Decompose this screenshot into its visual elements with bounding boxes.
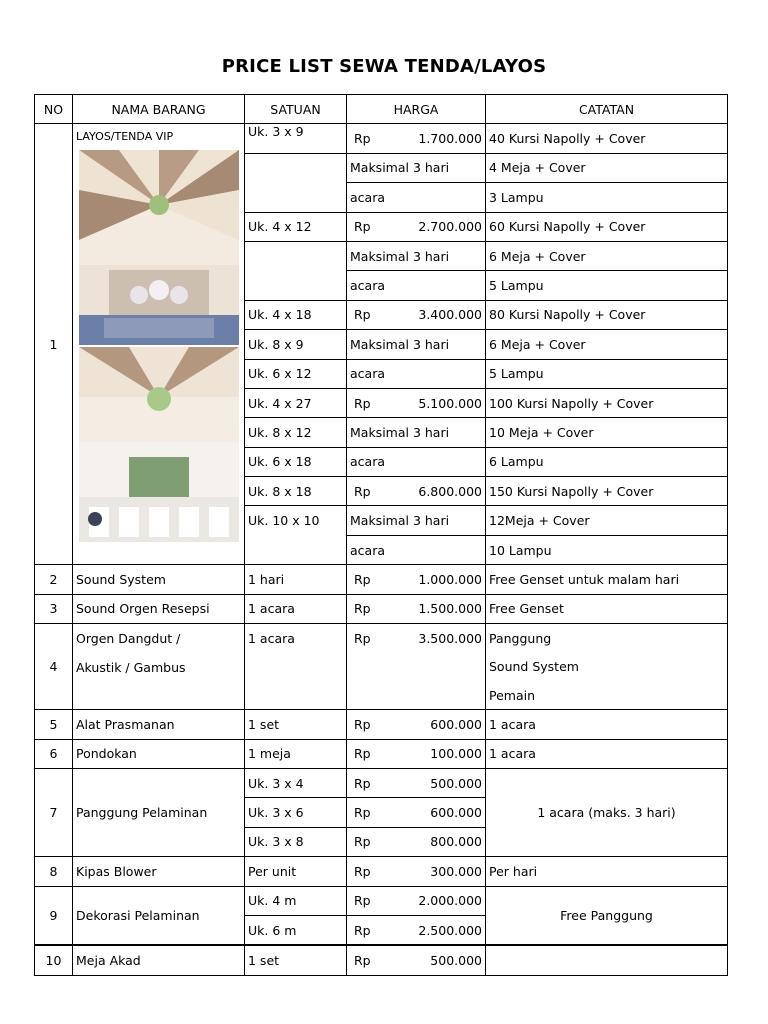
header-no: NO (35, 95, 73, 124)
row-catatan: 1 acara (486, 710, 728, 739)
row-catatan (486, 945, 728, 975)
row-satuan: Uk. 3 x 4 (245, 768, 347, 797)
row-harga (347, 124, 486, 153)
row-satuan (245, 271, 347, 300)
price-amount: 300.000 (430, 863, 482, 879)
table-row (35, 565, 728, 594)
currency-label: Rp (354, 775, 371, 791)
row-satuan: 1 set (245, 710, 347, 739)
price-amount: 600.000 (430, 716, 482, 732)
row-catatan: 40 Kursi Napolly + Cover (486, 124, 728, 153)
price-table (34, 94, 728, 976)
row-satuan: Uk. 6 m (245, 915, 347, 945)
currency-label: Rp (354, 805, 371, 821)
header-catatan: CATATAN (486, 95, 728, 124)
row-satuan: 1 meja (245, 739, 347, 768)
price-amount: 1.700.000 (418, 131, 482, 147)
row-harga (347, 739, 486, 768)
price-amount: 3.500.000 (418, 631, 482, 647)
row-harga (347, 565, 486, 594)
row-satuan: Uk. 8 x 18 (245, 477, 347, 506)
row-satuan (245, 153, 347, 182)
row-harga (347, 710, 486, 739)
row-harga-note: acara (347, 535, 486, 564)
row-catatan: 3 Lampu (486, 183, 728, 212)
row-harga (347, 594, 486, 623)
row-no: 1 (35, 124, 73, 565)
row-satuan: Uk. 6 x 18 (245, 447, 347, 476)
row-harga (347, 477, 486, 506)
price-amount: 1.500.000 (418, 601, 482, 617)
price-amount: 600.000 (430, 805, 482, 821)
row-item-name (73, 624, 245, 710)
row-harga (347, 300, 486, 329)
item-name-line: Akustik / Gambus (76, 660, 186, 676)
row-catatan: Free Panggung (486, 886, 728, 945)
row-harga-note: Maksimal 3 hari (347, 418, 486, 447)
price-amount: 2.000.000 (418, 893, 482, 909)
table-row (35, 710, 728, 739)
row-harga-note: Maksimal 3 hari (347, 330, 486, 359)
row-satuan: 1 hari (245, 565, 347, 594)
row-satuan: 1 set (245, 945, 347, 975)
price-amount: 500.000 (430, 953, 482, 969)
row-no: 9 (35, 886, 73, 945)
row-satuan: Uk. 4 m (245, 886, 347, 915)
price-amount: 800.000 (430, 834, 482, 850)
header-harga: HARGA (347, 95, 486, 124)
row-item-name: Panggung Pelaminan (73, 768, 245, 856)
row-harga (347, 212, 486, 241)
row-item-name: Alat Prasmanan (73, 710, 245, 739)
item-name-label: LAYOS/TENDA VIP (76, 130, 174, 144)
currency-label: Rp (354, 631, 371, 647)
tent-decor-photo (79, 150, 239, 345)
row-no: 7 (35, 768, 73, 856)
row-item-name: Sound System (73, 565, 245, 594)
row-harga-note: acara (347, 447, 486, 476)
row-catatan: Pemain (486, 681, 728, 710)
row-harga (347, 886, 486, 915)
price-amount: 2.700.000 (418, 219, 482, 235)
table-row (35, 124, 728, 153)
row-harga-note: Maksimal 3 hari (347, 506, 486, 535)
row-no: 8 (35, 857, 73, 886)
row-catatan: Sound System (486, 652, 728, 680)
row-satuan: 1 acara (245, 624, 347, 710)
currency-label: Rp (354, 395, 371, 411)
table-row (35, 739, 728, 768)
row-catatan: 10 Lampu (486, 535, 728, 564)
row-satuan: Uk. 6 x 12 (245, 359, 347, 388)
price-amount: 1.000.000 (418, 571, 482, 587)
row-catatan: 1 acara (maks. 3 hari) (486, 768, 728, 856)
row-satuan: Uk. 10 x 10 (245, 506, 347, 535)
row-satuan (245, 535, 347, 564)
currency-label: Rp (354, 893, 371, 909)
currency-label: Rp (354, 746, 371, 762)
row-harga (347, 857, 486, 886)
row-harga-note: Maksimal 3 hari (347, 153, 486, 182)
row-item-name: Kipas Blower (73, 857, 245, 886)
row-catatan: 150 Kursi Napolly + Cover (486, 477, 728, 506)
currency-label: Rp (354, 307, 371, 323)
table-row (35, 594, 728, 623)
row-satuan: Uk. 4 x 18 (245, 300, 347, 329)
row-catatan: 5 Lampu (486, 271, 728, 300)
tent-interior-photo (79, 347, 239, 542)
row-harga (347, 915, 486, 945)
currency-label: Rp (354, 716, 371, 732)
header-row (35, 95, 728, 124)
row-item-name: Meja Akad (73, 945, 245, 975)
row-harga (347, 798, 486, 827)
row-harga-note: acara (347, 359, 486, 388)
header-satuan: SATUAN (245, 95, 347, 124)
table-row (35, 857, 728, 886)
row-harga-note: acara (347, 183, 486, 212)
row-satuan (245, 241, 347, 270)
row-item-name (73, 124, 245, 565)
row-no: 6 (35, 739, 73, 768)
row-catatan: 6 Lampu (486, 447, 728, 476)
table-row (35, 886, 728, 915)
row-satuan: 1 acara (245, 594, 347, 623)
row-satuan: Uk. 8 x 12 (245, 418, 347, 447)
page-title: PRICE LIST SEWA TENDA/LAYOS (221, 56, 547, 77)
row-catatan: 60 Kursi Napolly + Cover (486, 212, 728, 241)
row-no: 4 (35, 624, 73, 710)
row-no: 10 (35, 945, 73, 975)
row-harga (347, 388, 486, 417)
row-no: 5 (35, 710, 73, 739)
row-satuan: Uk. 3 x 9 (245, 124, 347, 153)
row-catatan: Per hari (486, 857, 728, 886)
price-amount: 2.500.000 (418, 922, 482, 938)
currency-label: Rp (354, 601, 371, 617)
currency-label: Rp (354, 834, 371, 850)
table-row (35, 768, 728, 797)
row-catatan: Panggung (486, 624, 728, 653)
row-harga (347, 624, 486, 710)
row-satuan: Per unit (245, 857, 347, 886)
row-catatan: Free Genset (486, 594, 728, 623)
row-catatan: 10 Meja + Cover (486, 418, 728, 447)
currency-label: Rp (354, 131, 371, 147)
row-item-name: Dekorasi Pelaminan (73, 886, 245, 945)
item-name-line: Orgen Dangdut / (76, 631, 181, 647)
price-amount: 5.100.000 (418, 395, 482, 411)
price-amount: 6.800.000 (418, 483, 482, 499)
table-row (35, 945, 728, 975)
currency-label: Rp (354, 863, 371, 879)
row-satuan: Uk. 3 x 8 (245, 827, 347, 856)
row-satuan: Uk. 4 x 27 (245, 388, 347, 417)
price-amount: 500.000 (430, 775, 482, 791)
row-catatan: 12Meja + Cover (486, 506, 728, 535)
row-catatan: 6 Meja + Cover (486, 241, 728, 270)
currency-label: Rp (354, 953, 371, 969)
currency-label: Rp (354, 219, 371, 235)
row-harga-note: Maksimal 3 hari (347, 241, 486, 270)
row-harga-note: acara (347, 271, 486, 300)
row-no: 3 (35, 594, 73, 623)
row-satuan: Uk. 4 x 12 (245, 212, 347, 241)
row-catatan: 80 Kursi Napolly + Cover (486, 300, 728, 329)
price-amount: 3.400.000 (418, 307, 482, 323)
row-satuan (245, 183, 347, 212)
row-satuan: Uk. 3 x 6 (245, 798, 347, 827)
row-no: 2 (35, 565, 73, 594)
row-harga (347, 768, 486, 797)
price-amount: 100.000 (430, 746, 482, 762)
currency-label: Rp (354, 571, 371, 587)
row-harga (347, 827, 486, 856)
row-harga (347, 945, 486, 975)
row-catatan: 4 Meja + Cover (486, 153, 728, 182)
currency-label: Rp (354, 483, 371, 499)
header-nama-barang: NAMA BARANG (73, 95, 245, 124)
row-catatan: 6 Meja + Cover (486, 330, 728, 359)
row-catatan: Free Genset untuk malam hari (486, 565, 728, 594)
row-item-name: Sound Orgen Resepsi (73, 594, 245, 623)
row-satuan: Uk. 8 x 9 (245, 330, 347, 359)
row-catatan: 5 Lampu (486, 359, 728, 388)
table-row (35, 624, 728, 653)
row-catatan: 1 acara (486, 739, 728, 768)
row-catatan: 100 Kursi Napolly + Cover (486, 388, 728, 417)
row-item-name: Pondokan (73, 739, 245, 768)
currency-label: Rp (354, 922, 371, 938)
